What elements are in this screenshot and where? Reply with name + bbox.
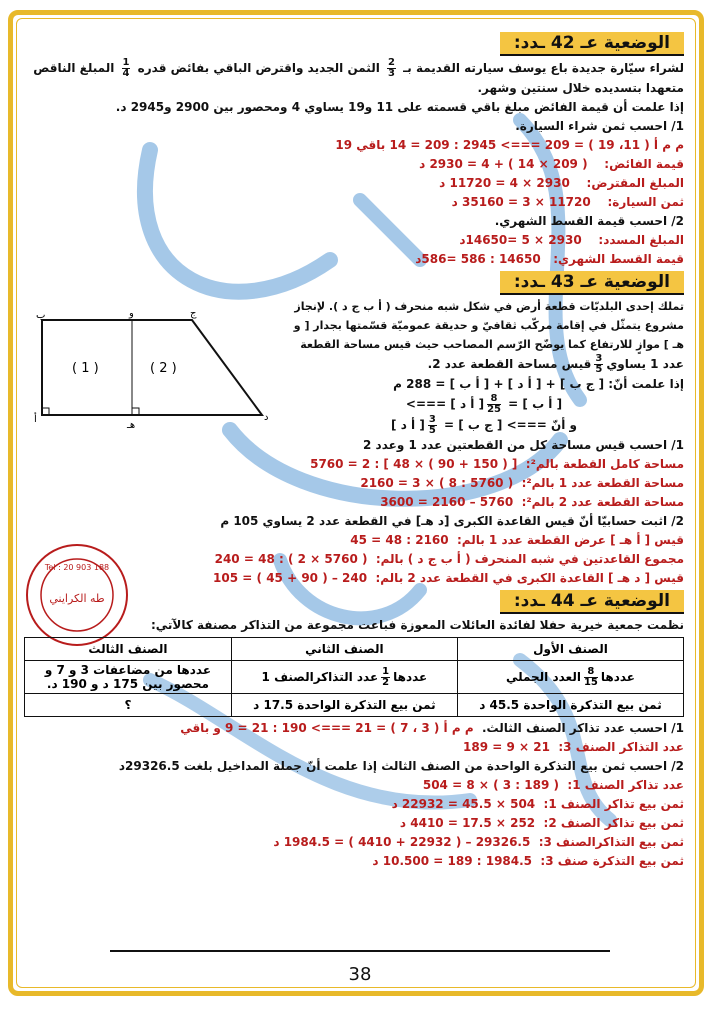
s42-p1: لشراء سيّارة جديدة باع يوسف سيارته القديمة بـ bbox=[403, 61, 684, 75]
s42-a4: ثمن السيارة: 11720 × 3 = 35160 د bbox=[451, 195, 684, 209]
s43-a6: قيس [ د هـ ] القاعدة الكبرى في القطعة عدد 2 بالم: 240 – ( 90 + 45 ) = 105 bbox=[213, 571, 684, 585]
vertex-d: د bbox=[264, 412, 269, 423]
table-header: الصنف الثاني bbox=[231, 638, 457, 661]
vertex-b: ب bbox=[36, 310, 46, 321]
footer-rule bbox=[110, 950, 610, 952]
exercise-44-banner: الوضعية عـ 44 ـدد: bbox=[500, 590, 684, 614]
vertex-j: ج bbox=[190, 310, 197, 319]
s44-a7: ثمن بيع التذكرة صنف 3: 1984.5 : 189 = 10.500 د bbox=[372, 854, 684, 868]
s43-p2: مشروع يتمثّل في إقامة مركّب ثقافيّ و حديقة عموميّة قسّمتها بجدار [ و bbox=[293, 319, 684, 332]
fraction-1-4: $\frac{1}{4}$ bbox=[122, 57, 130, 79]
s44-a6: ثمن بيع التذاكرالصنف 3: 29326.5 – ( 22932 + 4410 ) = 1984.5 د bbox=[273, 835, 684, 849]
stamp-tel: Tel : 20 903 188 bbox=[44, 563, 110, 572]
s44-a4: ثمن بيع تذاكر الصنف 1: 504 × 45.5 = 22932 د bbox=[391, 797, 684, 811]
s43-p6: [ أ ب ] = $\frac{8}{25}$ [ أ د ] ===> bbox=[405, 393, 563, 415]
s43-p3: هـ ] موازٍ للارتفاع كما يوضّح الرّسم المصاحب حيث قيس مساحة القطعة bbox=[300, 338, 684, 351]
s43-a5: مجموع القاعدتين في شبه المنحرف ( أ ب ج د ) بالم: ( 5760 × 2 ) : 48 = 240 bbox=[214, 552, 684, 566]
s43-q1: 1/ احسب قيس مساحة كل من القطعتين عدد 1 وعدد 2 bbox=[363, 438, 684, 452]
s42-q2: 2/ احسب قيمة القسط الشهري. bbox=[494, 214, 684, 228]
table-header: الصنف الثالث bbox=[25, 638, 232, 661]
s42-q1: 1/ احسب ثمن شراء السيارة. bbox=[515, 119, 684, 133]
s42-line3: إذا علمت أن قيمة الفائض مبلغ باقي قسمته على 11 و19 يساوي 4 ومحصور بين 2900 و2945 د. bbox=[115, 100, 684, 114]
s42-line2: متعهدا بتسديده خلال سنتين وشهر. bbox=[477, 81, 684, 95]
tickets-table bbox=[24, 637, 684, 717]
table-cell: ؟ bbox=[25, 694, 232, 717]
table-cell: عددها $\frac{8}{15}$ العدد الجملي bbox=[457, 661, 683, 694]
s43-a3: مساحة القطعة عدد 2 بالم²: 5760 – 2160 = 3600 bbox=[380, 495, 684, 509]
s42-p1b: الثمن الجديد واقترض الباقي بفائض قدره bbox=[137, 61, 380, 75]
s44-a5: ثمن بيع تذاكر الصنف 2: 252 × 17.5 = 4410 د bbox=[399, 816, 684, 830]
exercise-43-banner: الوضعية عـ 43 ـدد: bbox=[500, 271, 684, 295]
s43-p5: إذا علمت أنّ: [ ج ب ] + [ أ د ] + [ أ ب ] = 288 م bbox=[393, 377, 684, 391]
s42-a1: م م أ ( 11، 19 ) = 209 ===> 2945 : 209 = 14 باقي 19 bbox=[335, 138, 684, 152]
vertex-w: و bbox=[129, 310, 134, 319]
vertex-a: أ bbox=[34, 414, 37, 425]
exercise-42-banner: الوضعية عـ 42 ـدد: bbox=[500, 32, 684, 56]
s43-text-block bbox=[24, 297, 684, 436]
s43-a2: مساحة القطعة عدد 1 بالم²: ( 5760 : 8 ) × 3 = 2160 bbox=[360, 476, 684, 490]
table-cell: عددها من مضاعفات 3 و 7 و محصور بين 175 د و 190 د. bbox=[25, 661, 232, 694]
table-header-row bbox=[25, 638, 684, 661]
vertex-h: هـ bbox=[127, 420, 136, 430]
s44-p1: نظمت جمعية خيرية حفلا لفائدة العائلات المعوزة فباعت مجموعة من التذاكر مصنفة كالآتي: bbox=[150, 618, 684, 632]
s42-line1 bbox=[24, 58, 684, 79]
s42-a3: المبلغ المقترض: 2930 × 4 = 11720 د bbox=[439, 176, 684, 190]
table-header: الصنف الأول bbox=[457, 638, 683, 661]
fraction-2-3: $\frac{2}{3}$ bbox=[388, 57, 395, 79]
stamp-name: طه الكرايني bbox=[49, 592, 105, 605]
table-cell: ثمن بيع التذكرة الواحدة 45.5 د bbox=[457, 694, 683, 717]
s44-q1: 1/ احسب عدد تذاكر الصنف الثالث. م م أ ( 3 ، 7 ) = 21 ===> 190 : 21 = 9 و باقي bbox=[180, 721, 684, 735]
table-row bbox=[25, 694, 684, 717]
page-number: 38 bbox=[348, 964, 372, 985]
s43-a4: قيس [ أ هـ ] عرض القطعة عدد 1 بالم: 2160 : 48 = 45 bbox=[350, 533, 684, 547]
content bbox=[24, 30, 684, 871]
s44-q2: 2/ احسب ثمن بيع التذكرة الواحدة من الصنف الثالث إذا علمت أنّ جملة المداخيل بلغت 29326.5د bbox=[118, 759, 684, 773]
s43-q2: 2/ اثبت حسابيّا أنّ قيس القاعدة الكبرى [د هـ] في القطعة عدد 2 يساوي 105 م bbox=[220, 514, 684, 528]
s43-p4: عدد 1 يساوي $\frac{3}{5}$ قيس مساحة القطعة عدد 2. bbox=[427, 353, 684, 375]
s42-a2: قيمة الفائض: ( 209 × 14 ) + 4 = 2930 د bbox=[419, 157, 684, 171]
table-cell: عددها $\frac{1}{2}$ عدد التذاكرالصنف 1 bbox=[231, 661, 457, 694]
s42-a5: المبلغ المسدد: 2930 × 5 =14650د bbox=[459, 233, 684, 247]
s44-a2: عدد التذاكر الصنف 3: 21 × 9 = 189 bbox=[463, 740, 684, 754]
s43-p7: و أنّ ===> [ ج ب ] = $\frac{3}{5}$ [ أ د ] bbox=[391, 414, 577, 436]
table-cell: ثمن بيع التذكرة الواحدة 17.5 د bbox=[231, 694, 457, 717]
s42-a6: قيمة القسط الشهري: 14650 : 586 =586د bbox=[415, 252, 684, 266]
s44-a3: عدد تذاكر الصنف 1: ( 189 : 3 ) × 8 = 504 bbox=[422, 778, 684, 792]
region-1-label: ( 1 ) bbox=[72, 361, 99, 376]
region-2-label: ( 2 ) bbox=[150, 361, 177, 376]
s42-p1c: المبلغ الناقص bbox=[33, 61, 115, 75]
s43-a1: مساحة كامل القطعة بالم²: [ ( 150 + 90 ) × 48 ] : 2 = 5760 bbox=[310, 457, 684, 471]
s43-p1: تملك إحدى البلديّات قطعة أرض في شكل شبه منحرف ( أ ب ج د ). لإنجاز bbox=[294, 300, 684, 313]
table-row bbox=[25, 661, 684, 694]
